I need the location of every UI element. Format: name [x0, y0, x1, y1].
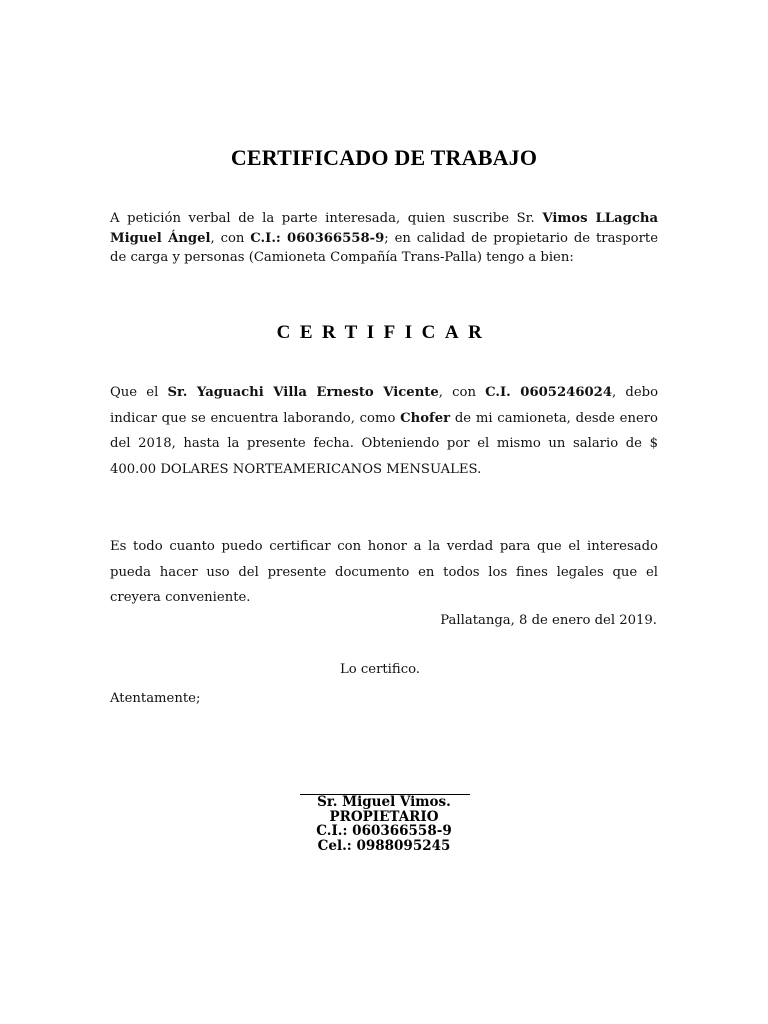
intro-text-1: A petición verbal de la parte interesada, quien suscribe Sr. [110, 211, 543, 226]
employee-id: C.I. 0605246024 [485, 385, 613, 400]
body1-text-3: , debo indicar que se encuentra laborando, como [110, 385, 659, 426]
employee-role: Chofer [400, 410, 451, 426]
issuer-name: Vimos LLagcha Miguel Ángel [110, 211, 658, 246]
body1-text-2: , con [438, 385, 486, 400]
document-title: CERTIFICADO DE TRABAJO [230, 145, 538, 170]
intro-text-3: ; en calidad de propietario de trasporte de carga y personas (Camioneta Compañía Trans-Palla) tengo a bien: [110, 230, 658, 265]
signer-name: Sr. Miguel Vimos. [317, 794, 451, 810]
place-date: Pallatanga, 8 de enero del 2019. [440, 613, 657, 628]
body1-text-1: Que el [110, 385, 168, 400]
employment-paragraph [110, 380, 658, 482]
signer-role: PROPIETARIO [329, 808, 439, 825]
signature-block [0, 795, 768, 853]
closing-salutation: Atentamente; [110, 691, 201, 706]
body1-text-4: de mi camioneta, desde enero del 2018, hasta la presente fecha. Obteniendo por el mismo un salario de $ 400.00 DOLARES NORTEAMERICANOS MENSUALES. [110, 410, 658, 477]
certify-heading: CERTIFICAR [276, 322, 492, 343]
intro-text-2: , con [210, 230, 251, 246]
lo-certifico: Lo certifico. [340, 662, 420, 677]
honor-paragraph: Es todo cuanto puedo certificar con honor a la verdad para que el interesado pueda hacer uso del presente documento en todos los fines legales que el creyera conveniente. [110, 539, 658, 605]
employee-name: Sr. Yaguachi Villa Ernesto Vicente [167, 385, 439, 400]
signer-phone: Cel.: 0988095245 [317, 837, 451, 854]
intro-paragraph [110, 209, 658, 268]
issuer-id: C.I.: 060366558-9 [250, 230, 385, 246]
signer-id: C.I.: 060366558-9 [316, 823, 452, 839]
